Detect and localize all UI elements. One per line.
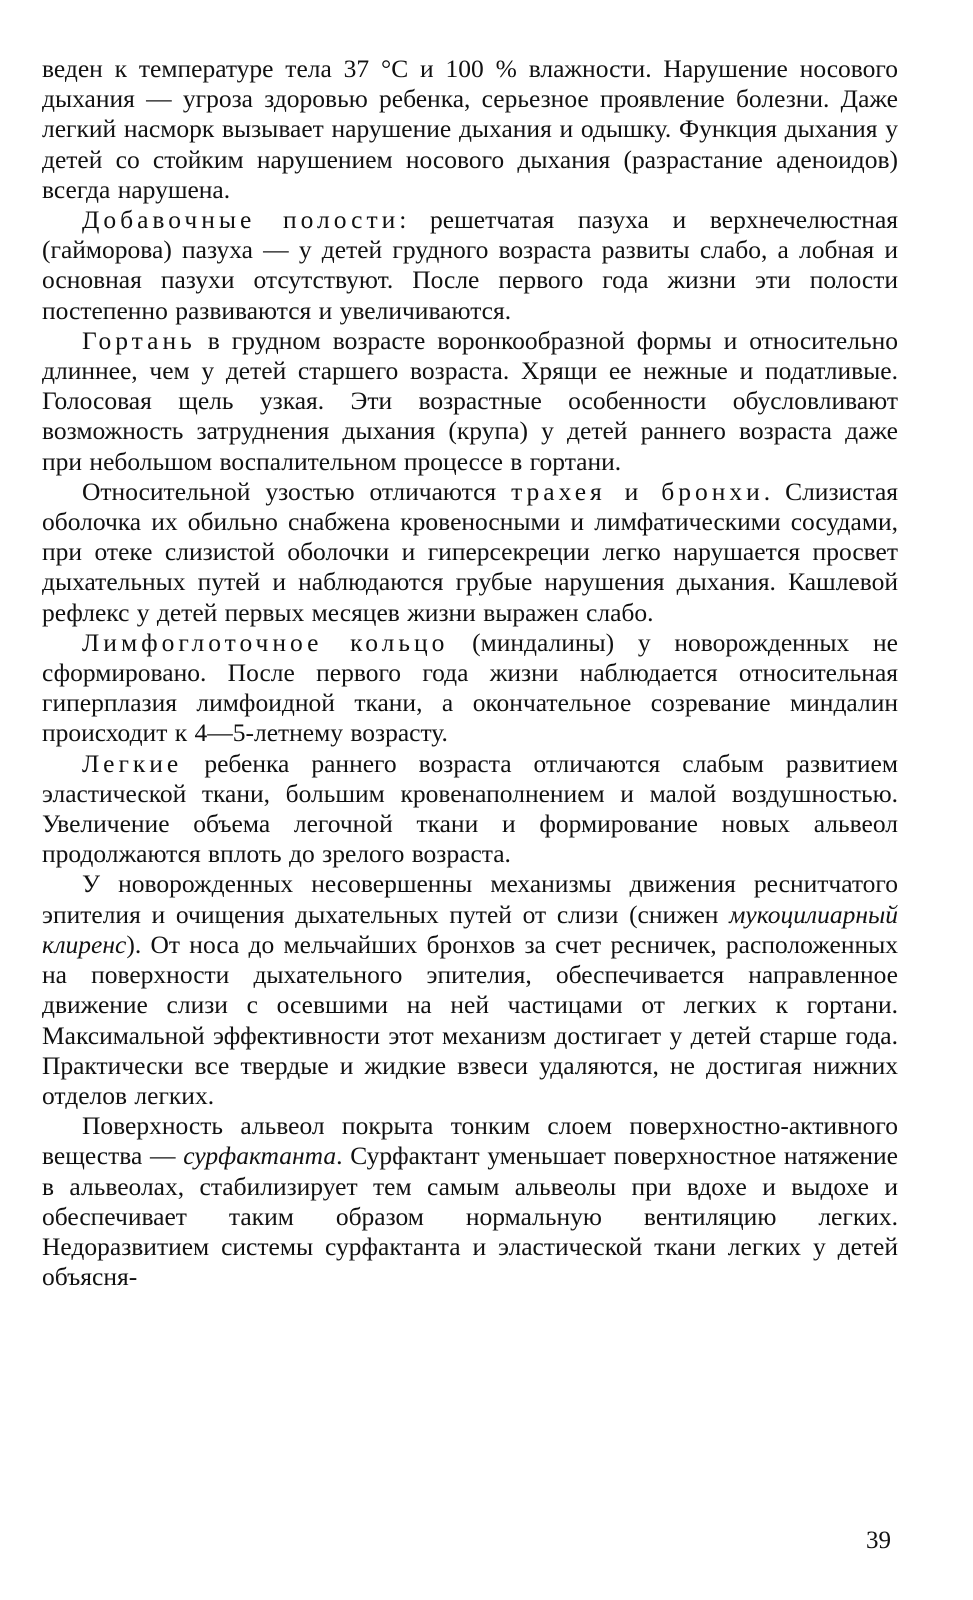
text-run: веден к температуре тела 37 °С и 100 % влажности. Нарушение носового дыхания — угроза здоровью ребенка, серьезное проявление болезни. Даже легкий насморк вызывает нарушение дыхания и одышку. Функция дыхания у детей со стойким нарушением носового дыхания (разрастание аденоидов) всегда нарушена. xyxy=(42,54,898,204)
text-run: ребенка раннего возраста отличаются слабым развитием эластической ткани, большим кровенаполнением и малой воздушностью. Увеличение объема легочной ткани и формирование новых альвеол продолжаются вплоть до зрелого возраста. xyxy=(42,748,898,869)
paragraph xyxy=(42,628,898,749)
term-spaced: Добавочные полости xyxy=(82,205,400,235)
text-run: . Слизистая оболочка их обильно снабжена кровеносными и лимфатическими сосудами, при отеке слизистой оболочки и гиперсекреции легко нарушается просвет дыхательных путей и наблюдаются грубые нарушения дыхания. Кашлевой рефлекс у детей первых месяцев жизни выражен слабо. xyxy=(42,476,898,627)
term-italic: мукоцилиарный клиренс xyxy=(42,899,898,959)
term-italic: сурфактанта xyxy=(183,1141,337,1171)
paragraph xyxy=(42,869,898,1111)
page-body xyxy=(42,54,898,1292)
term-spaced: Лимфоглоточное кольцо xyxy=(82,627,449,657)
paragraph xyxy=(42,477,898,628)
page-number: 39 xyxy=(866,1527,891,1554)
text-run: У новорожденных несовершенны механизмы движения реснитчатого эпителия и очищения дыхательных путей от слизи (снижен xyxy=(42,869,898,929)
term-spaced: Легкие xyxy=(82,748,183,778)
paragraph xyxy=(42,749,898,870)
paragraph xyxy=(42,205,898,326)
text-run: Поверхность альвеол покрыта тонким слоем поверхностно-активного вещества — xyxy=(42,1111,898,1171)
term-spaced: трахея и бронхи xyxy=(511,476,764,506)
text-run: ). От носа до мельчайших бронхов за счет ресничек, расположенных на поверхности дыхательного эпителия, обеспечивается направленное движение слизи с осевшими на ней частицами от легких к гортани. Максимальной эффективности этот механизм достигает у детей старше года. Практически все твердые и жидкие взвеси удаляются, не достигая нижних отделов легких. xyxy=(42,929,898,1110)
text-run: Относительной узостью отличаются xyxy=(82,476,512,506)
text-run: . Сурфактант уменьшает поверхностное натяжение в альвеолах, стабилизирует тем самым альвеолы при вдохе и выдохе и обеспечивает таким образом нормальную вентиляцию легких. Недоразвитием системы сурфактанта и эластической ткани легких у детей объясня- xyxy=(42,1141,898,1292)
text-run: : решетчатая пазуха и верхнечелюстная (гайморова) пазуха — у детей грудного возраста развиты слабо, а лобная и основная пазухи отсутствуют. После первого года жизни эти полости постепенно развиваются и увеличиваются. xyxy=(42,205,898,325)
term-spaced: Гортань xyxy=(82,325,196,355)
paragraph xyxy=(42,1111,898,1292)
paragraph xyxy=(42,326,898,477)
paragraph xyxy=(42,54,898,205)
text-run: (миндалины) у новорожденных не сформировано. После первого года жизни наблюдается относительная гиперплазия лимфоидной ткани, а окончательное созревание миндалин происходит к 4—5-летнему возрасту. xyxy=(42,627,898,748)
text-run: в грудном возрасте воронкообразной формы и относительно длиннее, чем у детей старшего возраста. Хрящи ее нежные и податливые. Голосовая щель узкая. Эти возрастные особенности обусловливают возможность затруднения дыхания (крупа) у детей раннего возраста даже при небольшом воспалительном процессе в гортани. xyxy=(42,325,898,476)
